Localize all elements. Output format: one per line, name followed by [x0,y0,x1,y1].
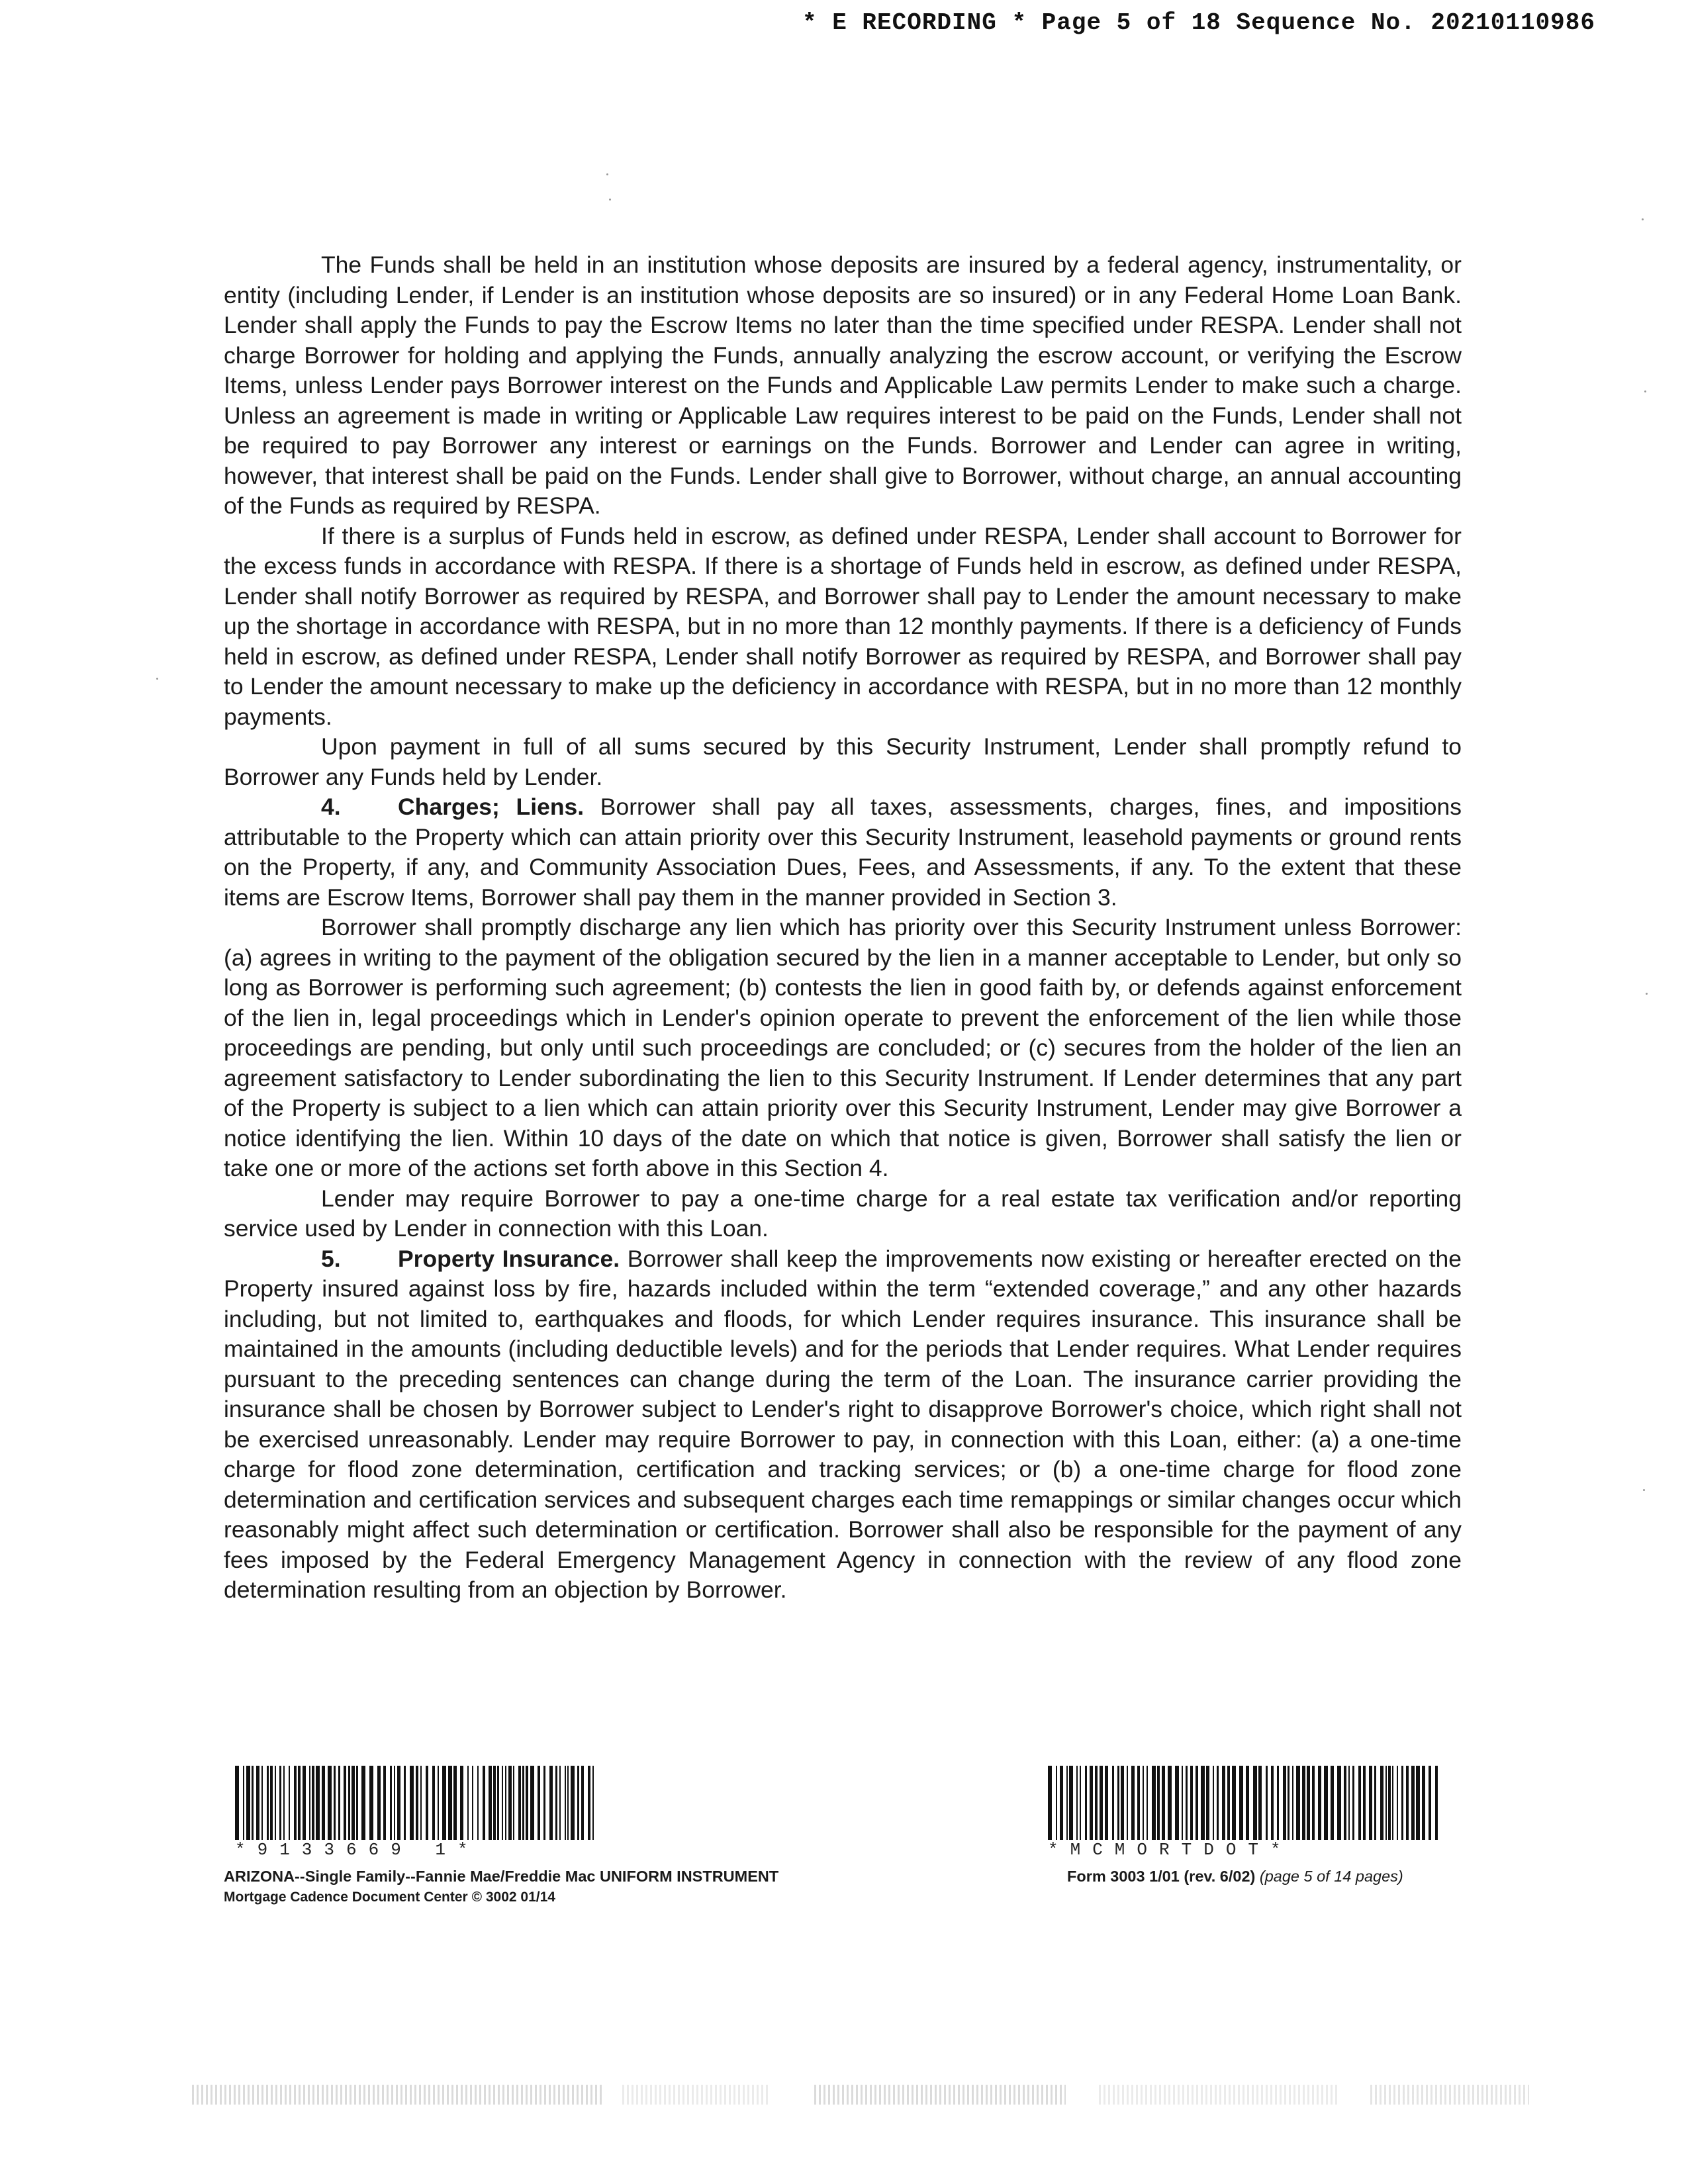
barcode-bar [256,1766,259,1840]
section-5-heading: Property Insurance. [398,1245,620,1272]
barcode-bar [1416,1766,1420,1840]
barcode-bar [1175,1766,1179,1840]
barcode-bar [1127,1766,1128,1840]
section-5-number: 5. [321,1245,341,1272]
barcode-bar [472,1766,473,1840]
scan-artifact-4 [1099,2085,1337,2105]
barcode-bar [1302,1766,1305,1840]
barcode-bar [312,1766,314,1840]
barcode-bar [489,1766,492,1840]
barcode-bar [298,1766,301,1840]
barcode-right-bars [1048,1766,1445,1840]
barcode-bar [328,1766,332,1840]
barcode-bar [1152,1766,1156,1840]
barcode-bar [1348,1766,1350,1840]
barcode-bar [581,1766,584,1840]
section-5-text: Borrower shall keep the improvements now existing or hereafter erected on the Property insured against loss by fire, hazards included within the term “extended coverage,” and any other hazards including, but not limited to, earthquakes and floods, for which Lender requires insurance. This insurance shall be maintained in the amounts (including deductible levels) and for the periods that Lender requires. What Lender requires pursuant to the preceding sentences can change during the term of the Loan. The insurance carrier providing the insurance shall be chosen by Borrower subject to Lender's right to disapprove Borrower's choice, which right shall not be exercised unreasonably. Lender may require Borrower to pay, in connection with this Loan, either: (a) a one-time charge for flood zone determination, certification and tracking services; or (b) a one-time charge for flood zone determination and certification services and subsequent charges each time remappings or similar changes occur which reasonably might affect such determination or certification. Borrower shall also be responsible for the payment of any fees imposed by the Federal Emergency Management Agency in connection with the review of any flood zone determination resulting from an objection by Borrower. [224,1245,1462,1603]
paragraph-surplus: If there is a surplus of Funds held in escrow, as defined under RESPA, Lender shall account to Borrower for the excess funds in accordance with RESPA. If there is a shortage of Funds held in escrow, as defined under RESPA, Lender shall notify Borrower as required by RESPA, and Borrower shall pay to Lender the amount necessary to make up the shortage in accordance with RESPA, but in no more than 12 monthly payments. If there is a deficiency of Funds held in escrow, as defined under RESPA, Lender shall notify Borrower as required by RESPA, and Borrower shall pay to Lender the amount necessary to make up the deficiency in accordance with RESPA, but in no more than 12 monthly payments. [224,522,1462,730]
scan-artifact-5 [1370,2085,1529,2105]
barcode-bar [397,1766,400,1840]
barcode-bar [543,1766,545,1840]
paragraph-discharge-lien: Borrower shall promptly discharge any lien which has priority over this Security Instrument unless Borrower: (a) agrees in writing to the payment of the obligation secured by the lien in a manner acceptable to Lender, but only so long as Borrower is performing such agreement; (b) contests the lien in good faith by, or defends against enforcement of the lien in, legal proceedings which in Lender's opinion operate to prevent the enforcement of the lien while those proceedings are pending, but only until such proceedings are concluded; or (c) secures from the holder of the lien an agreement satisfactory to Lender subordinating the lien to this Security Instrument. If Lender determines that any part of the Property is subject to a lien which can attain priority over this Security Instrument, Lender may give Borrower a notice identifying the lien. Within 10 days of the date on which that notice is given, Borrower shall satisfy the lien or take one or more of the actions set forth above in this Section 4. [224,914,1462,1181]
document-body [224,250,1462,1606]
barcode-bar [1388,1766,1391,1840]
barcode-bar [1258,1766,1262,1840]
barcode-bar [1318,1766,1321,1840]
barcode-bar [1253,1766,1257,1840]
barcode-bar [1095,1766,1098,1840]
barcode-bar [1076,1766,1078,1840]
barcode-bar [1232,1766,1236,1840]
barcode-bar [1105,1766,1108,1840]
barcode-bar [1227,1766,1230,1840]
barcode-bar [522,1766,524,1840]
barcode-bar [565,1766,566,1840]
recording-header: * E RECORDING * Page 5 of 18 Sequence No. 20210110986 [802,9,1595,36]
barcode-bar [1271,1766,1274,1840]
barcode-bar [420,1766,422,1840]
barcode-bar [538,1766,540,1840]
barcode-bar [243,1766,244,1840]
section-4-heading: Charges; Liens. [398,794,585,820]
barcode-bar [252,1766,254,1840]
barcode-bar [275,1766,276,1840]
section-4-charges-liens [224,792,1462,913]
barcode-bar [1296,1766,1300,1840]
speck-7 [1643,1489,1645,1491]
scan-artifact-2 [622,2085,768,2105]
footer-document-center: Mortgage Cadence Document Center © 3002 01/14 [224,1889,555,1905]
barcode-bar [571,1766,575,1840]
barcode-bar [1401,1766,1403,1840]
barcode-bar [1363,1766,1366,1840]
barcode-bar [1344,1766,1346,1840]
barcode-bar [555,1766,557,1840]
section-4-text: Borrower shall pay all taxes, assessments, charges, fines, and impositions attributable to the Property which can attain priority over this Security Instrument, leasehold payments or ground rents on the Property, if any, and Community Association Dues, Fees, and Assessments, if any. To the extent that these items are Escrow Items, Borrower shall pay them in the manner provided in Section 3. [224,794,1462,911]
footer-form-number [1067,1868,1403,1886]
barcode-bar [1131,1766,1135,1840]
barcode-bar [394,1766,395,1840]
barcode-bar [467,1766,469,1840]
barcode-bar [1162,1766,1165,1840]
barcode-bar [1277,1766,1279,1840]
barcode-bar [1137,1766,1140,1840]
scan-artifact-3 [814,2085,1066,2105]
scan-artifact-1 [192,2085,602,2105]
barcode-bar [1147,1766,1148,1840]
barcode-bar [426,1766,428,1840]
barcode-bar [432,1766,435,1840]
barcode-bar [477,1766,479,1840]
barcode-left [235,1766,598,1860]
barcode-bar [559,1766,561,1840]
barcode-bar [1222,1766,1225,1840]
barcode-bar [1069,1766,1073,1840]
barcode-bar [505,1766,506,1840]
speck-6 [1646,993,1648,995]
barcode-bar [338,1766,340,1840]
barcode-bar [1157,1766,1160,1840]
barcode-bar [1121,1766,1124,1840]
speck-5 [156,678,158,680]
speck-1 [606,173,608,175]
speck-3 [1642,218,1644,220]
barcode-bar [1168,1766,1172,1840]
barcode-bar [1411,1766,1415,1840]
barcode-bar [404,1766,406,1840]
barcode-bar [592,1766,594,1840]
barcode-bar [1397,1766,1398,1840]
barcode-bar [377,1766,381,1840]
barcode-bar [438,1766,439,1840]
barcode-bar [460,1766,463,1840]
barcode-bar [1422,1766,1425,1840]
barcode-bar [1056,1766,1057,1840]
barcode-bar [1352,1766,1354,1840]
barcode-bar [1100,1766,1103,1840]
barcode-bar [383,1766,386,1840]
barcode-bar [1358,1766,1361,1840]
barcode-bar [1090,1766,1093,1840]
barcode-bar [1266,1766,1268,1840]
paragraph-refund: Upon payment in full of all sums secured by this Security Instrument, Lender shall promptly refund to Borrower any Funds held by Lender. [224,733,1462,790]
barcode-right-text: *MCMORTDOT* [1048,1840,1293,1860]
barcode-right [1048,1766,1445,1860]
barcode-bar [334,1766,336,1840]
barcode-bar [1331,1766,1334,1840]
barcode-bar [261,1766,263,1840]
barcode-bar [270,1766,273,1840]
barcode-bar [502,1766,503,1840]
footer-instrument-title: ARIZONA--Single Family--Fannie Mae/Freddie Mac UNIFORM INSTRUMENT [224,1868,779,1885]
barcode-bar [235,1766,239,1840]
barcode-bar [1182,1766,1183,1840]
barcode-bar [1380,1766,1383,1840]
barcode-bar [390,1766,392,1840]
barcode-bar [352,1766,355,1840]
barcode-bar [588,1766,590,1840]
barcode-bar [1143,1766,1144,1840]
barcode-bar [493,1766,496,1840]
barcode-bar [453,1766,457,1840]
barcode-bar [483,1766,485,1840]
barcode-bar [1392,1766,1393,1840]
barcode-bar [1112,1766,1114,1840]
barcode-bar [1307,1766,1310,1840]
barcode-bar [1217,1766,1219,1840]
barcode-bar [1048,1766,1052,1840]
barcode-bar [513,1766,514,1840]
barcode-bar [448,1766,452,1840]
barcode-bar [344,1766,346,1840]
barcode-bar [410,1766,414,1840]
barcode-bar [1283,1766,1286,1840]
barcode-bar [1246,1766,1249,1840]
barcode-bar [1288,1766,1289,1840]
speck-2 [609,199,611,201]
barcode-bar [246,1766,250,1840]
barcode-bar [577,1766,579,1840]
barcode-bar [267,1766,269,1840]
barcode-bar [1239,1766,1243,1840]
barcode-bar [416,1766,418,1840]
barcode-bar [369,1766,373,1840]
barcode-bar [530,1766,534,1840]
barcode-bar [361,1766,365,1840]
barcode-bar [1085,1766,1087,1840]
speck-4 [1644,390,1646,392]
barcode-bar [1080,1766,1081,1840]
barcode-bar [1213,1766,1214,1840]
barcode-bar [309,1766,310,1840]
barcode-bar [1312,1766,1315,1840]
barcode-bar [526,1766,528,1840]
barcode-bar [322,1766,325,1840]
barcode-bar [1060,1766,1063,1840]
barcode-bar [549,1766,553,1840]
barcode-bar [1201,1766,1205,1840]
barcode-bar [1190,1766,1193,1840]
barcode-bar [1374,1766,1376,1840]
barcode-bar [316,1766,320,1840]
barcode-bar [1369,1766,1372,1840]
barcode-bar [442,1766,446,1840]
barcode-bar [294,1766,297,1840]
barcode-bar [1385,1766,1387,1840]
barcode-bar [289,1766,290,1840]
barcode-bar [1066,1766,1068,1840]
barcode-bar [508,1766,512,1840]
barcode-bar [279,1766,281,1840]
barcode-bar [1292,1766,1293,1840]
barcode-bar [1196,1766,1198,1840]
barcode-bar [567,1766,569,1840]
paragraph-tax-verification: Lender may require Borrower to pay a one-time charge for a real estate tax verification and/or reporting service used by Lender in connection with this Loan. [224,1185,1462,1242]
barcode-bar [518,1766,521,1840]
paragraph-funds-held: The Funds shall be held in an institution whose deposits are insured by a federal agency, instrumentality, or entity (including Lender, if Lender is an institution whose deposits are so insured) or in any Federal Home Loan Bank. Lender shall apply the Funds to pay the Escrow Items no later than the time specified under RESPA. Lender shall not charge Borrower for holding and applying the Funds, annually analyzing the escrow account, or verifying the Escrow Items, unless Lender pays Borrower interest on the Funds and Applicable Law permits Lender to make such a charge. Unless an agreement is made in writing or Applicable Law requires interest to be paid on the Funds, Lender shall not be required to pay Borrower any interest or earnings on the Funds. Borrower and Lender can agree in writing, however, that interest shall be paid on the Funds. Lender shall give to Borrower, without charge, an annual accounting of the Funds as required by RESPA. [224,251,1462,519]
barcode-left-text: *9133669 1* [235,1840,480,1860]
footer-page-count: (page 5 of 14 pages) [1259,1868,1403,1885]
barcode-bar [356,1766,358,1840]
barcode-bar [283,1766,285,1840]
barcode-bar [1206,1766,1209,1840]
barcode-bar [1337,1766,1341,1840]
barcode-bar [1429,1766,1431,1840]
barcode-bar [1117,1766,1119,1840]
barcode-bar [1186,1766,1188,1840]
footer-form-id: Form 3003 1/01 (rev. 6/02) [1067,1868,1256,1885]
barcode-bar [1435,1766,1438,1840]
barcode-bar [1406,1766,1409,1840]
barcode-bar [1324,1766,1328,1840]
barcode-bar [497,1766,499,1840]
section-5-property-insurance [224,1244,1462,1606]
barcode-bar [348,1766,350,1840]
barcode-bar [303,1766,306,1840]
section-4-number: 4. [321,794,341,820]
barcode-left-bars [235,1766,598,1840]
